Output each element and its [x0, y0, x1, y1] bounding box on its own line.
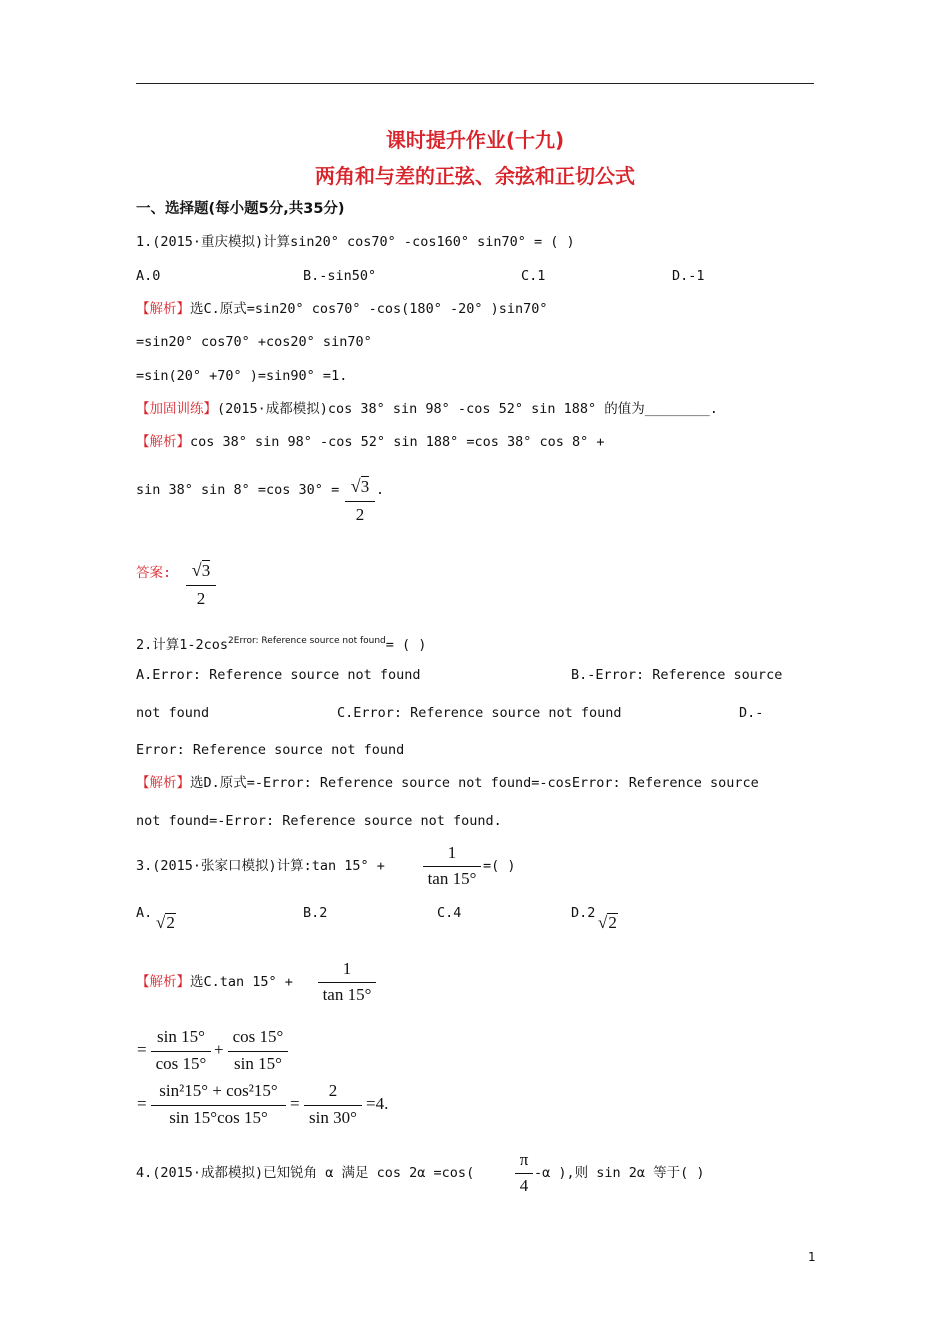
q4-stem-end: -α ),则 sin 2α 等于( ) — [534, 1165, 705, 1181]
q4-stem: 4.(2015·成都模拟)已知锐角 α 满足 cos 2α =cos( — [136, 1165, 475, 1181]
q2-option-c: C.Error: Reference source not found — [337, 705, 622, 721]
fraction-cos-over-sin: cos 15° sin 15° — [228, 1027, 288, 1075]
q3-analysis: 【解析】选C.tan 15° + — [136, 974, 293, 990]
q1-extra-analysis-line-2: sin 38° sin 8° =cos 30° = — [136, 482, 340, 498]
q2-stem: 2.计算$1-2\cos^{2Error: Reference source not found}=$ ( ) — [136, 636, 427, 653]
result: =4. — [366, 1094, 389, 1113]
fraction-sin-over-cos: sin 15° cos 15° — [151, 1027, 211, 1075]
title-line-1: 课时提升作业(十九) — [385, 128, 565, 152]
fraction-sqrt3-over-2: √3 2 — [345, 476, 375, 526]
q1-option-a: A.0 — [136, 268, 161, 284]
q2-option-a: A.Error: Reference source not found — [136, 667, 421, 683]
q1-extra-practice: 【加固训练】(2015·成都模拟)cos 38° sin 98° -cos 52° sin 188° 的值为________. — [136, 401, 718, 417]
q1-analysis: 【解析】选C.原式=sin20° cos70° -cos(180° -20° )sin70° — [136, 301, 548, 317]
q1-option-d: D.-1 — [672, 268, 705, 284]
analysis-tag: 【解析】 — [136, 301, 190, 317]
analysis-tag: 【解析】 — [136, 974, 190, 990]
q3-option-d-sqrt: √2 — [598, 913, 617, 932]
analysis-tag: 【解析】 — [136, 434, 190, 450]
q1-stem: 1.(2015·重庆模拟)计算sin20° cos70° -cos160° sin70° = ( ) — [136, 234, 575, 250]
equals-sign: = — [137, 1040, 147, 1059]
q1-option-b: B.-sin50° — [303, 268, 377, 284]
q1-extra-analysis: 【解析】cos 38° sin 98° -cos 52° sin 188° =cos 38° cos 8° + — [136, 434, 605, 450]
q3-analysis-fraction: 1 tan 15° — [318, 959, 376, 1007]
header-rule — [136, 83, 814, 84]
q3-option-d: D.2 — [571, 905, 596, 921]
equals-sign: = — [290, 1094, 300, 1113]
q1-analysis-line-2: =sin20° cos70° +cos20° sin70° — [136, 334, 372, 350]
q3-option-c: C.4 — [437, 905, 462, 921]
q2-option-d: D.- — [739, 705, 764, 721]
q2-option-d-cont: Error: Reference source not found — [136, 742, 405, 758]
section-heading: 一、选择题(每小题5分,共35分) — [136, 201, 345, 217]
q2-option-b: B.-Error: Reference source — [571, 667, 783, 683]
answer-label: 答案: — [136, 565, 172, 581]
title-line-2: 两角和与差的正弦、余弦和正切公式 — [315, 164, 635, 188]
answer-fraction: √3 2 — [186, 560, 216, 610]
q2-analysis-line-2: not found=-Error: Reference source not found. — [136, 813, 502, 829]
equals-sign: = — [137, 1094, 147, 1113]
fraction-pi-over-4: π 4 — [515, 1150, 533, 1198]
q2-option-b-cont: not found — [136, 705, 210, 721]
fraction-2-over-sin30: 2 sin 30° — [304, 1081, 362, 1129]
q3-option-a: A. — [136, 905, 153, 921]
fraction-sum-of-squares: sin²15° + cos²15° sin 15°cos 15° — [151, 1081, 286, 1129]
q3-option-a-sqrt: √2 — [156, 913, 175, 932]
page-number: 1 — [808, 1250, 816, 1264]
q1-analysis-line-3: =sin(20° +70° )=sin90° =1. — [136, 368, 348, 384]
q3-stem-end: =( ) — [483, 858, 516, 874]
analysis-tag: 【解析】 — [136, 775, 190, 791]
extra-tag: 【加固训练】 — [136, 401, 217, 417]
plus-sign: + — [214, 1040, 224, 1059]
q3-stem: 3.(2015·张家口模拟)计算:tan 15° + — [136, 858, 385, 874]
q3-option-b: B.2 — [303, 905, 328, 921]
q1-option-c: C.1 — [521, 268, 546, 284]
q2-analysis: 【解析】选D.原式=-Error: Reference source not found=-cosError: Reference source — [136, 775, 759, 791]
period: . — [376, 482, 385, 498]
q3-fraction: 1 tan 15° — [423, 843, 481, 891]
